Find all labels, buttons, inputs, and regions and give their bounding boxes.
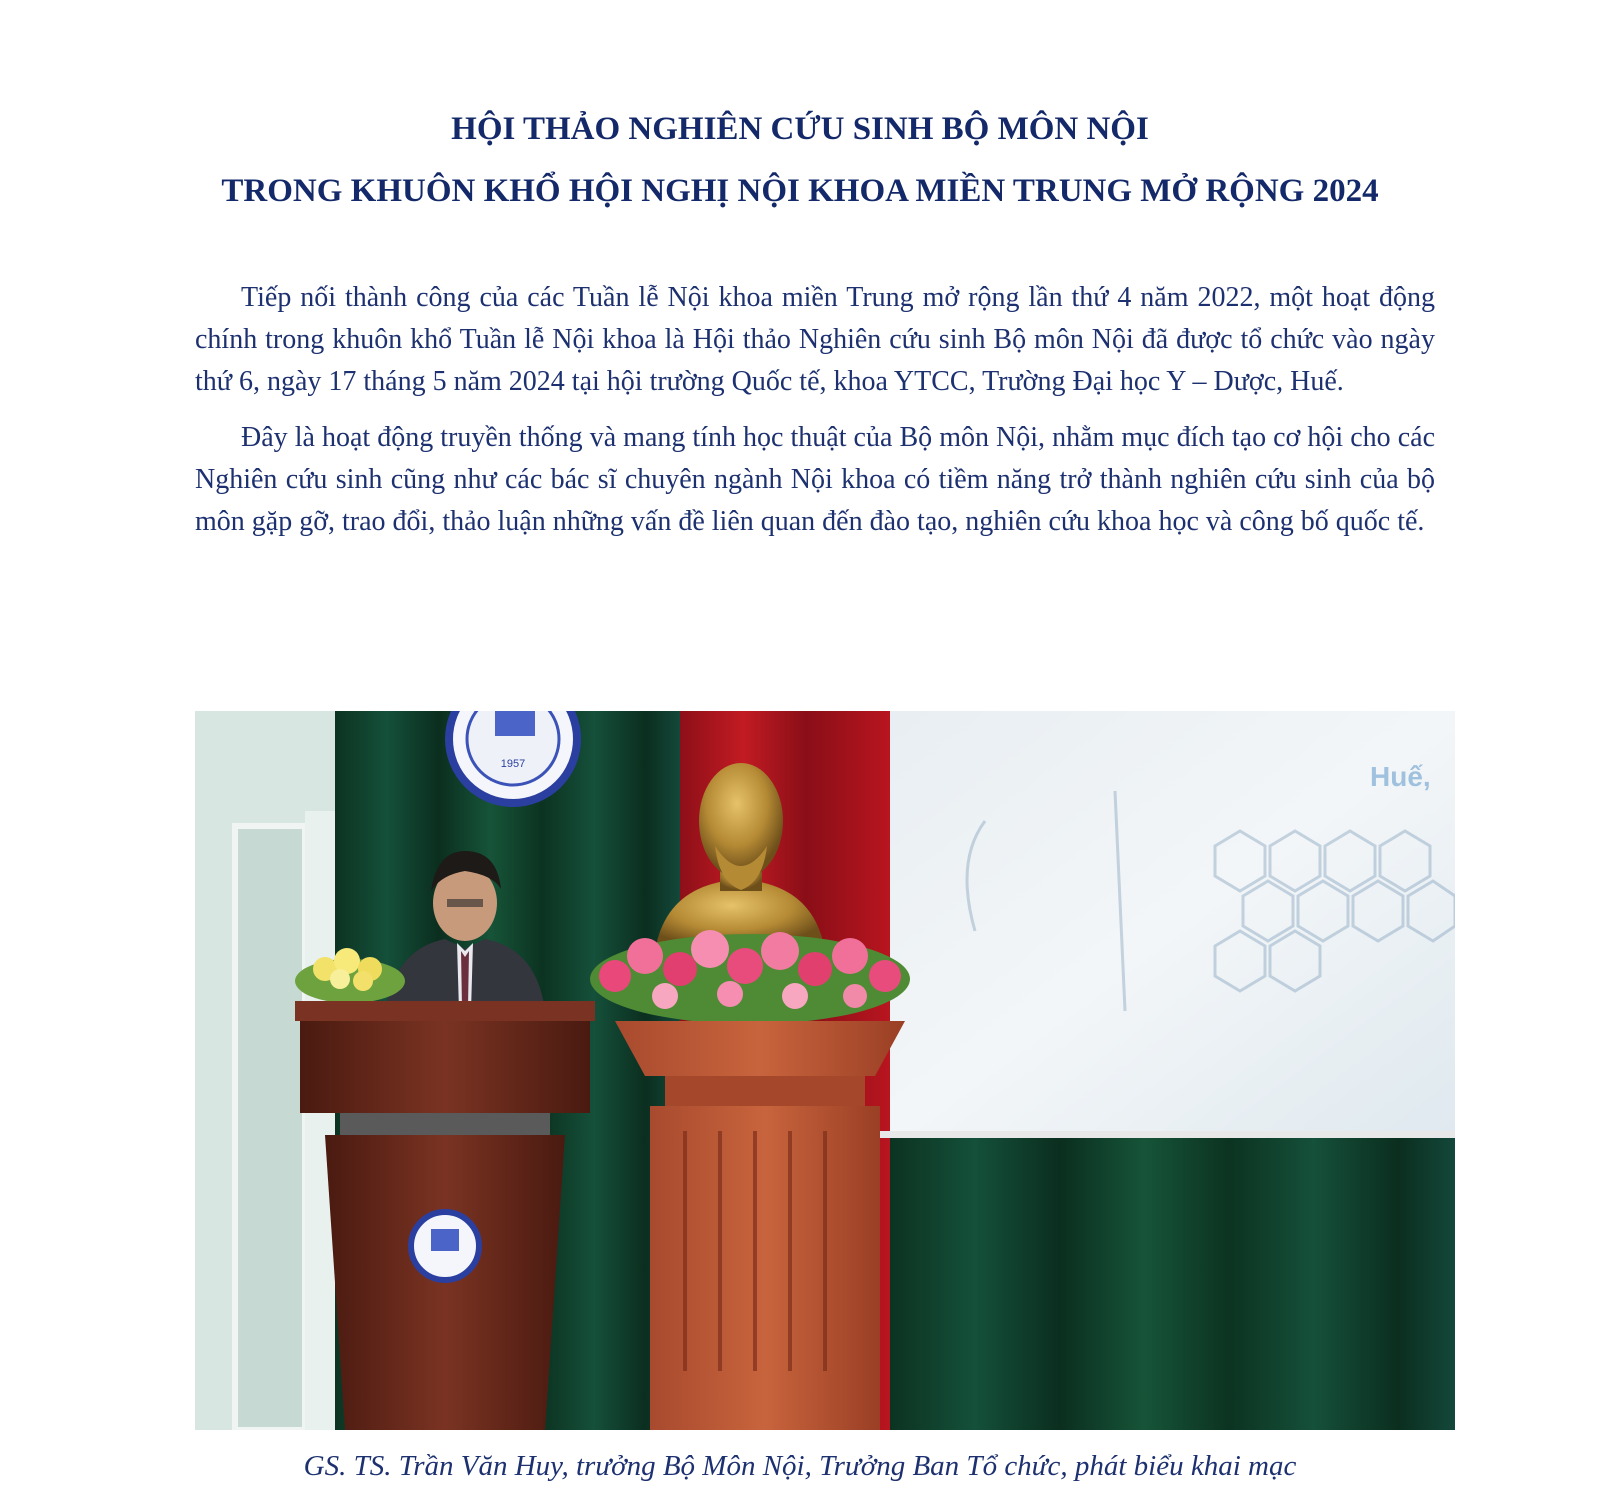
paragraph-1: Tiếp nối thành công của các Tuần lễ Nội khoa miền Trung mở rộng lần thứ 4 năm 2022, một hoạt động chính trong khuôn khổ Tuần lễ Nội khoa là Hội thảo Nghiên cứu sinh Bộ môn Nội đã được tổ chức vào ngày thứ 6, ngày 17 tháng 5 năm 2024 tại hội trường Quốc tế, khoa YTCC, Trường Đại học Y – Dược, Huế.	[195, 282, 1435, 397]
pink-flower-arrangement	[590, 930, 910, 1024]
university-logo-top	[449, 711, 577, 803]
logo-year: 1957	[500, 758, 526, 770]
photo-caption: GS. TS. Trần Văn Huy, trưởng Bộ Môn Nội, Trưởng Ban Tổ chức, phát biểu khai mạc	[303, 1450, 1297, 1482]
screen-slide-text: Huế,	[1370, 761, 1431, 792]
paragraph-2: Đây là hoạt động truyền thống và mang tính học thuật của Bộ môn Nội, nhằm mục đích tạo cơ hội cho các Nghiên cứu sinh cũng như các bác sĩ chuyên ngành Nội khoa có tiềm năng trở thành nghiên cứu sinh của bộ môn gặp gỡ, trao đổi, thảo luận những vấn đề liên quan đến đào tạo, nghiên cứu khoa học và công bố quốc tế.	[195, 422, 1435, 537]
document-title	[0, 98, 1600, 222]
title-line-1: HỘI THẢO NGHIÊN CỨU SINH BỘ MÔN NỘI	[451, 111, 1149, 147]
article-body	[195, 277, 1435, 557]
event-photo	[195, 711, 1455, 1430]
title-line-2: TRONG KHUÔN KHỔ HỘI NGHỊ NỘI KHOA MIỀN TRUNG MỞ RỘNG 2024	[221, 173, 1379, 209]
event-photo-illustration	[195, 711, 1455, 1430]
